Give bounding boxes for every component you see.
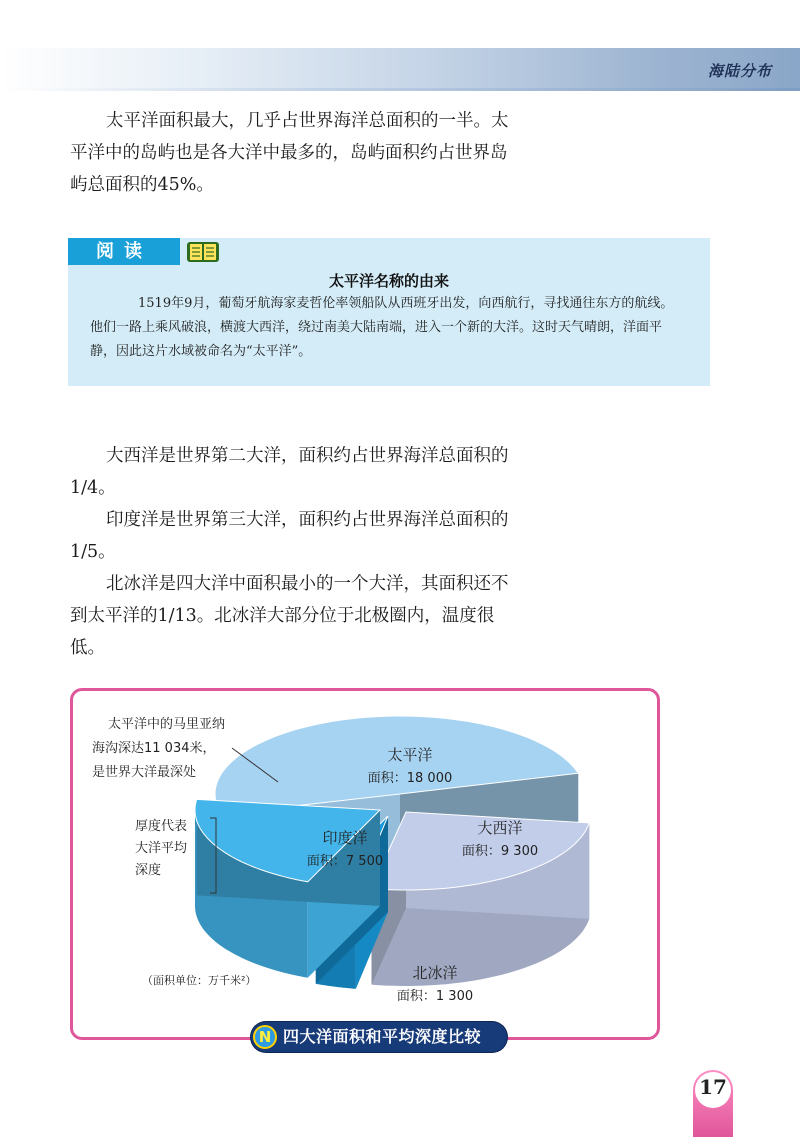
paragraph-indian: 印度洋是世界第三大洋，面积约占世界海洋总面积的1/5。 [70,510,509,562]
slice-name-label: 印度洋 [322,829,368,847]
page-number: 17 [699,1075,727,1099]
section-title: 海陆分布 [707,62,772,80]
pie-slice [372,812,590,986]
ocean-area-pie-chart [70,688,660,1040]
book-icon [186,240,220,264]
reading-text: 1519年9月，葡萄牙航海家麦哲伦率领船队从西班牙出发，向西航行，寻找通往东方的航线。他们一路上乘风破浪，横渡大西洋，绕过南美大陆南端，进入一个新的大洋。这时天气晴朗，洋面平静，因此这片水域被命名为“太平洋”。 [90,296,674,359]
paragraph-pacific: 太平洋面积最大，几乎占世界海洋总面积的一半。太平洋中的岛屿也是各大洋中最多的，岛屿面积约占世界岛屿总面积的45%。 [70,111,509,195]
reading-tag: 阅读 [68,238,180,265]
annotation-depth-line-3: 深度 [135,863,162,878]
paragraph-arctic: 北冰洋是四大洋中面积最小的一个大洋，其面积还不到太平洋的1/13。北冰洋大部分位于北极圈内，温度很低。 [70,574,509,658]
annotation-trench-line-3: 是世界大洋最深处 [92,765,197,780]
reading-box [68,238,710,386]
annotation-trench-line-1: 太平洋中的马里亚纳 [108,717,226,732]
paragraph-atlantic: 大西洋是世界第二大洋，面积约占世界海洋总面积的1/4。 [70,446,509,498]
slice-value-label: 面积：1 300 [396,989,474,1004]
header-band [0,48,800,88]
reading-title: 太平洋名称的由来 [328,272,449,290]
annotation-depth-line-1: 厚度代表 [135,819,188,834]
slice-value-label: 面积：18 000 [367,771,453,786]
annotation-depth-line-2: 大洋平均 [135,841,188,856]
caption-badge: N [253,1025,277,1049]
unit-label: （面积单位：万千米²） [142,974,257,987]
page-number-tab [693,1070,733,1137]
annotation-trench-line-2: 海沟深达11 034米， [92,741,216,756]
figure-caption [251,1022,507,1052]
caption-text: 四大洋面积和平均深度比较 [283,1027,482,1046]
slice-name-label: 北冰洋 [412,964,458,982]
slice-name-label: 太平洋 [387,746,433,764]
slice-value-label: 面积：9 300 [461,844,539,859]
slice-value-label: 面积：7 500 [306,854,384,869]
slice-name-label: 大西洋 [477,819,523,837]
